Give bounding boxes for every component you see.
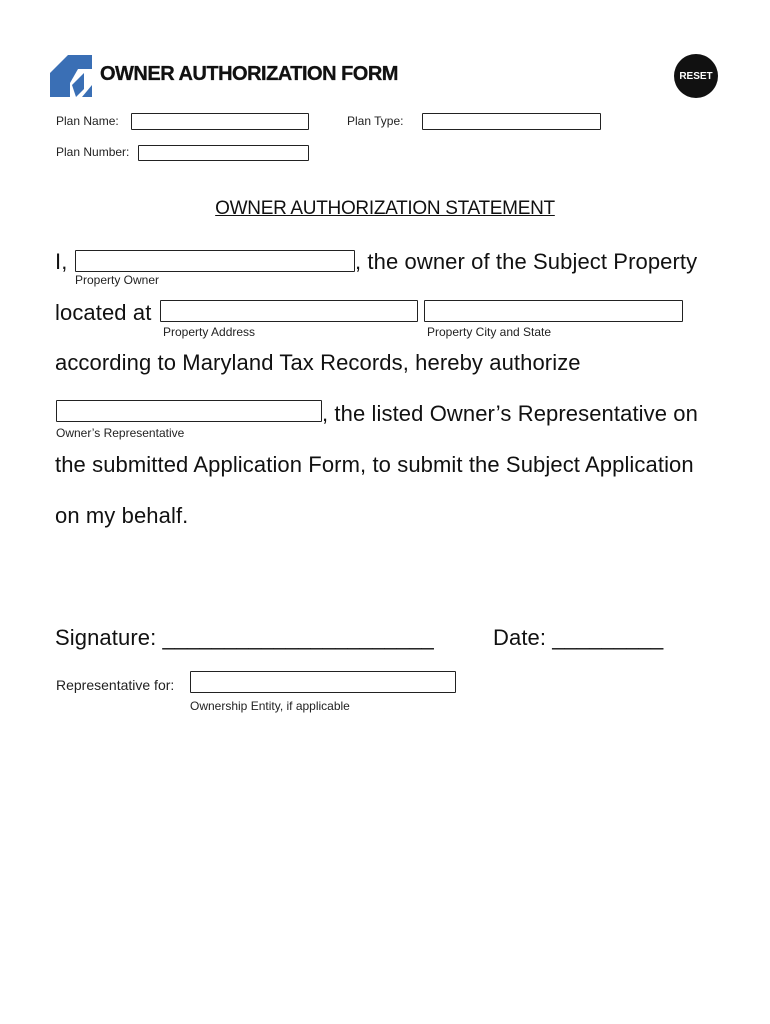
plan-number-field[interactable] (138, 145, 309, 161)
property-city-state-field[interactable] (424, 300, 683, 322)
statement-title: OWNER AUTHORIZATION STATEMENT (215, 198, 555, 219)
statement-line2-prefix: located at (55, 300, 152, 325)
ownership-entity-field[interactable] (190, 671, 456, 693)
statement-line1-prefix: I, (55, 249, 68, 274)
reset-button[interactable]: RESET (674, 54, 718, 98)
statement-line5: the submitted Application Form, to submit the Subject Application (55, 452, 694, 477)
plan-type-field[interactable] (422, 113, 601, 130)
ownership-entity-caption: Ownership Entity, if applicable (190, 699, 350, 713)
property-address-field[interactable] (160, 300, 418, 322)
statement-line3: according to Maryland Tax Records, hereby authorize (55, 350, 581, 375)
representative-for-label: Representative for: (56, 677, 175, 693)
form-title: OWNER AUTHORIZATION FORM (100, 63, 398, 85)
plan-number-label: Plan Number: (56, 145, 130, 159)
plan-name-label: Plan Name: (56, 114, 119, 128)
plan-name-field[interactable] (131, 113, 309, 130)
statement-line4-suffix: , the listed Owner’s Representative on (322, 401, 698, 426)
property-owner-field[interactable] (75, 250, 355, 272)
property-owner-caption: Property Owner (75, 273, 160, 287)
owners-representative-caption: Owner’s Representative (56, 426, 185, 440)
property-address-caption: Property Address (163, 325, 256, 339)
date-line[interactable]: Date: _________ (493, 625, 664, 650)
logo-icon (50, 55, 92, 97)
owners-representative-field[interactable] (56, 400, 322, 422)
property-city-state-caption: Property City and State (427, 325, 552, 339)
plan-type-label: Plan Type: (347, 114, 404, 128)
statement-line1-suffix: , the owner of the Subject Property (355, 249, 698, 274)
signature-line[interactable]: Signature: ______________________ (55, 625, 434, 650)
statement-line6: on my behalf. (55, 503, 189, 528)
